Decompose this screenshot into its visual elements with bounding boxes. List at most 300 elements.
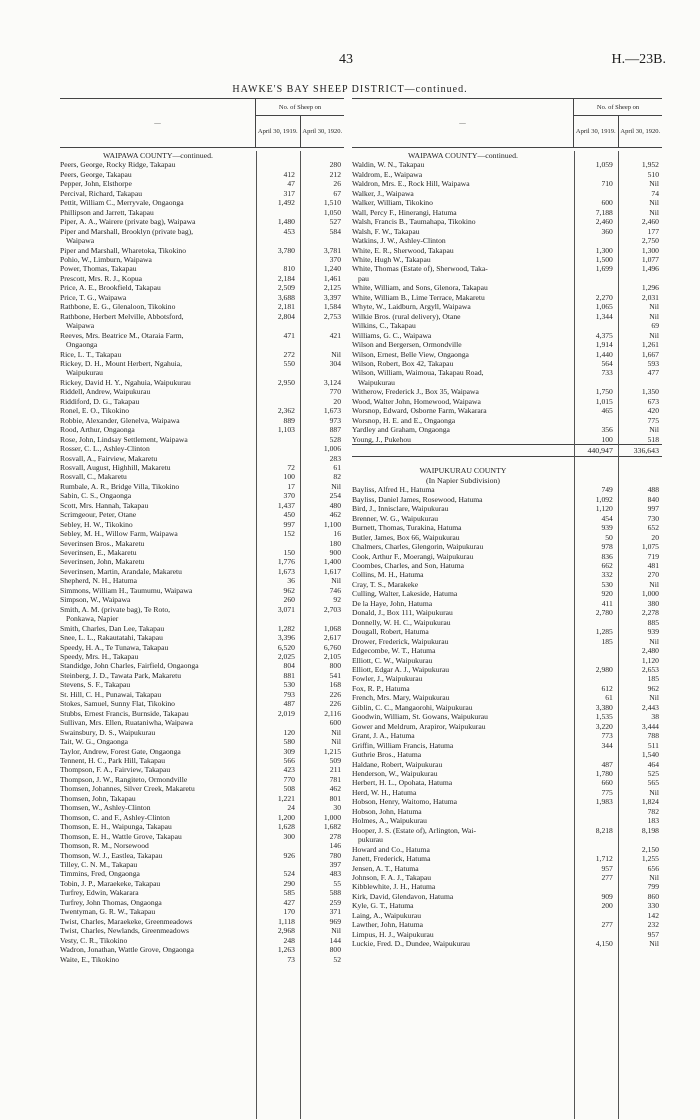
page-number: 43 <box>339 52 353 67</box>
sheep-count-1919: 2,184 <box>277 273 295 283</box>
owner-name: Severinsen, E., Makaretu <box>60 548 137 558</box>
table-row <box>60 557 344 566</box>
sheep-count-1920: 730 <box>647 513 659 523</box>
owner-name: Luckie, Fred. D., Dundee, Waipukurau <box>352 939 470 949</box>
table-row <box>60 425 344 434</box>
owner-name: Ponkawa, Napier <box>66 614 119 624</box>
table-row <box>60 576 344 585</box>
sheep-count-1919: 600 <box>601 198 613 208</box>
owner-name: Riddell, Andrew, Waipukurau <box>60 387 151 397</box>
owner-name: Culling, Walter, Lakeside, Hatuma <box>352 589 458 599</box>
sheep-count-1919: 2,362 <box>277 406 295 416</box>
owner-name: Severinsen Bros., Makaretu <box>60 538 145 548</box>
sheep-count-1919: 926 <box>283 850 295 860</box>
sheep-count-1920: 1,240 <box>323 264 342 274</box>
sheep-count-1920: 2,703 <box>323 604 342 614</box>
sheep-count-1920: 2,480 <box>641 646 659 656</box>
sheep-count-1920 <box>299 340 344 349</box>
sheep-count-1919: 612 <box>601 683 613 693</box>
owner-name: Simpson, W., Waipawa <box>60 595 131 605</box>
owner-name: Thomson, E. H., Waipunga, Takapau <box>60 822 172 832</box>
sheep-count-1920: 1,300 <box>641 245 659 255</box>
sheep-count-1919: 585 <box>283 888 295 898</box>
sheep-count-1920: 146 <box>329 841 342 851</box>
sheep-count-1919 <box>252 435 298 444</box>
sheep-count-1920: 370 <box>329 254 342 264</box>
sheep-count-1920: 2,753 <box>323 311 342 321</box>
sheep-count-1920: 565 <box>647 778 659 788</box>
sheep-count-1919: 836 <box>601 551 613 561</box>
table-row <box>60 595 344 604</box>
table-row <box>352 359 662 368</box>
sheep-count-1919: 2,181 <box>277 302 295 312</box>
table-row <box>352 703 662 712</box>
table-row <box>60 491 344 500</box>
owner-name: Brenner, W. G., Waipukurau <box>352 513 439 523</box>
sheep-count-1920: 962 <box>647 683 659 693</box>
owner-name: Cray, T. S., Marakeke <box>352 579 419 589</box>
owner-name: White, Hugh W., Takapau <box>352 254 431 264</box>
sheep-count-1919 <box>252 387 298 396</box>
sheep-count-1919: 152 <box>283 529 295 539</box>
sheep-count-1919: 580 <box>283 737 295 747</box>
table-row <box>352 797 662 806</box>
owner-name: Rosvall, C., Makaretu <box>60 472 127 482</box>
table-row <box>352 712 662 721</box>
owner-name: Dougall, Robert, Hatuma <box>352 627 429 637</box>
owner-name: Waldin, W. N., Takapau <box>352 160 425 170</box>
table-row <box>352 882 662 891</box>
sheep-count-1919: 487 <box>601 759 613 769</box>
table-row <box>352 170 662 179</box>
owner-name: Hooper, J. S. (Estate of), Arlington, Wai- <box>352 825 477 835</box>
table-row <box>60 841 344 850</box>
owner-name: Severinsen, Martin, Arandale, Makaretu <box>60 566 182 576</box>
sheep-count-1919: 793 <box>283 689 295 699</box>
sheep-count-1919: 889 <box>283 415 295 425</box>
year-1919-header: April 30, 1919. <box>256 116 301 147</box>
owner-name: Sabin, C. S., Ongaonga <box>60 491 132 501</box>
table-row <box>352 485 662 494</box>
sheep-count-1920: 593 <box>647 358 659 368</box>
table-row <box>352 750 662 759</box>
sheep-count-1919: 3,688 <box>277 292 295 302</box>
sheep-count-1920: 2,460 <box>641 217 659 227</box>
spacer <box>352 457 662 466</box>
table-row <box>60 359 344 368</box>
table-row <box>60 860 344 869</box>
sheep-count-1920: 1,824 <box>641 797 659 807</box>
sheep-count-1919: 120 <box>283 727 295 737</box>
sheep-count-1919: 290 <box>283 878 295 888</box>
sheep-count-1919: 749 <box>601 485 613 495</box>
owner-name: Henderson, W., Waipukurau <box>352 768 438 778</box>
owner-name: Thompson, J. W., Rangiteto, Ormondville <box>60 774 188 784</box>
table-row <box>352 321 662 330</box>
sheep-count-1920: 420 <box>647 406 659 416</box>
owner-name: Herbert, H. L., Opohata, Hatuma <box>352 778 453 788</box>
owner-name: Donald, J., Box 111, Waipukurau <box>352 608 453 618</box>
table-row <box>352 778 662 787</box>
sheep-count-1920: 1,461 <box>323 273 342 283</box>
owner-name: Snee, L. L., Rakautatahi, Takapau <box>60 633 163 643</box>
owner-name: Scrimgeour, Peter, Otane <box>60 510 137 520</box>
owner-name: Haldane, Robert, Waipukurau <box>352 759 443 769</box>
table-row <box>352 397 662 406</box>
owner-name: Giblin, C. C., Mangaorohi, Waipukurau <box>352 702 473 712</box>
owner-name: Janett, Frederick, Hatuma <box>352 854 431 864</box>
owner-name: Swainsbury, D. S., Waipukurau <box>60 727 156 737</box>
table-row <box>352 741 662 750</box>
sheep-count-1919: 2,019 <box>277 708 295 718</box>
owner-name: Gower and Meldrum, Arapiror, Waipukurau <box>352 721 486 731</box>
owner-name: White, Thomas (Estate of), Sherwood, Taka- <box>352 264 488 274</box>
owner-name: Wilson, William, Waimoua, Takapau Road, <box>352 368 484 378</box>
sheep-count-1920: 2,031 <box>641 292 659 302</box>
sheep-count-1920: 510 <box>647 169 659 179</box>
sheep-count-1920: 462 <box>329 510 342 520</box>
table-row <box>60 368 344 377</box>
table-row <box>60 633 344 642</box>
left-column <box>60 98 344 964</box>
sheep-count-1919: 4,150 <box>595 939 613 949</box>
sheep-count-1919: 427 <box>283 897 295 907</box>
sheep-count-1919 <box>571 835 616 844</box>
owner-name: Twist, Charles, Maraekeke, Greenmeadows <box>60 916 193 926</box>
sheep-count-header: No. of Sheep on <box>574 99 662 116</box>
sheep-count-1920: 775 <box>647 415 659 425</box>
owner-name: Thompson, F. A., Fairview, Takapau <box>60 765 171 775</box>
sheep-count-1920: 973 <box>329 415 342 425</box>
sheep-count-1920: 770 <box>329 387 342 397</box>
sheep-count-1920: 380 <box>647 598 659 608</box>
owner-name: Riddiford, D. G., Takapau <box>60 396 140 406</box>
sheep-count-1920: Nil <box>331 481 342 491</box>
sheep-count-1920: 61 <box>333 462 342 472</box>
sheep-count-1919: 530 <box>601 579 613 589</box>
sheep-count-1919: 2,804 <box>277 311 295 321</box>
sheep-count-1920: 183 <box>647 816 659 826</box>
sheep-count-1919: 1,344 <box>595 311 613 321</box>
sheep-count-1919: 423 <box>283 765 295 775</box>
sheep-count-1919 <box>570 321 616 330</box>
owner-name: Severinsen, John, Makaretu <box>60 557 145 567</box>
sheep-count-1920: 509 <box>329 756 342 765</box>
table-row <box>60 387 344 396</box>
sheep-count-1919: 170 <box>283 907 295 917</box>
owner-name: Fox, R. P., Hatuma <box>352 683 410 693</box>
table-row <box>352 542 662 551</box>
sheep-count-1919: 920 <box>601 589 613 599</box>
sheep-count-1920: 278 <box>329 831 342 841</box>
table-row <box>352 387 662 396</box>
owner-name: Wilson, Robert, Box 42, Takapau <box>352 358 454 368</box>
owner-name: Thomsen, John, Takapau <box>60 793 136 803</box>
sheep-count-1920: 144 <box>329 935 342 945</box>
sheep-count-1920: 69 <box>651 321 659 331</box>
sheep-count-1920: 2,105 <box>323 652 342 662</box>
table-row <box>60 652 344 661</box>
sheep-count-1919: 1,437 <box>277 500 295 510</box>
sheep-count-1919: 260 <box>283 595 295 605</box>
table-row <box>60 548 344 557</box>
left-table-body <box>60 151 344 964</box>
table-row <box>60 775 344 784</box>
sheep-count-1920: 528 <box>329 434 342 444</box>
sheep-count-1919 <box>254 340 299 349</box>
sheep-count-1920: 1,682 <box>323 822 342 832</box>
owner-name: Waldrom, E., Waipawa <box>352 169 423 179</box>
sheep-count-1920: 212 <box>329 169 342 179</box>
table-row <box>352 920 662 929</box>
sheep-count-1920: 254 <box>329 491 342 501</box>
sheep-count-1919: 1,300 <box>595 245 613 255</box>
table-row <box>60 227 344 236</box>
table-row <box>352 198 662 207</box>
owner-name: Kirk, David, Glendavon, Hatuma <box>352 891 454 901</box>
table-row <box>352 227 662 236</box>
sheep-count-1919: 939 <box>601 523 613 533</box>
sheep-count-1919: 909 <box>601 891 613 901</box>
owner-name: Ronel, E. O., Tikokino <box>60 406 129 416</box>
sheep-count-1919: 453 <box>283 226 295 236</box>
sheep-count-1919 <box>570 170 616 179</box>
table-row <box>352 406 662 415</box>
sheep-count-1919: 997 <box>283 519 295 529</box>
owner-name: pau <box>358 273 369 283</box>
sheep-count-1919: 530 <box>283 680 295 690</box>
sheep-count-1919: 1,103 <box>277 425 295 435</box>
owner-name: Steinberg, J. D., Tawata Park, Makaretu <box>60 670 182 680</box>
sheep-count-1919 <box>571 274 616 283</box>
left-table-header <box>60 98 344 148</box>
owner-name: Shepherd, N. H., Hatuma <box>60 576 137 586</box>
table-row <box>352 608 662 617</box>
sheep-count-1919: 317 <box>283 188 295 198</box>
sheep-count-1920: 232 <box>647 920 659 930</box>
owner-name: Walsh, Francis B., Taumahapa, Tikokino <box>352 217 476 227</box>
sheep-count-1920: 969 <box>329 916 342 926</box>
sheep-count-1920: 55 <box>333 878 342 888</box>
table-row <box>352 826 662 835</box>
table-row <box>60 397 344 406</box>
sheep-count-1919: 200 <box>601 901 613 911</box>
owner-name: Twentyman, G. R. W., Takapau <box>60 907 156 917</box>
sheep-count-1919: 17 <box>287 481 295 491</box>
sheep-count-1919 <box>570 911 616 920</box>
table-row <box>60 955 344 964</box>
sheep-count-1920: 226 <box>329 699 342 709</box>
sheep-count-1920: 16 <box>333 529 342 539</box>
sheep-count-1920: 656 <box>647 863 659 873</box>
table-row <box>352 665 662 674</box>
owner-name: Herd, W. H., Hatuma <box>352 787 417 797</box>
sheep-count-1919: 2,780 <box>595 608 613 618</box>
table-row <box>352 769 662 778</box>
sheep-count-1920: 1,261 <box>641 340 659 350</box>
sheep-count-1919: 3,780 <box>277 245 295 255</box>
sheep-count-1920: 480 <box>329 500 342 510</box>
owner-name: Wilson, Ernest, Belle View, Ongaonga <box>352 349 469 359</box>
sheep-count-1920: 997 <box>647 504 659 514</box>
sheep-count-1920: 511 <box>647 740 659 750</box>
sheep-count-1920: 584 <box>329 226 342 236</box>
owner-name: Rose, John, Lindsay Settlement, Waipawa <box>60 434 188 444</box>
sheep-count-1919: 804 <box>283 661 295 671</box>
owner-name: St. Hill, C. H., Punawai, Takapau <box>60 689 162 699</box>
table-row <box>352 589 662 598</box>
sheep-count-1919 <box>571 378 616 387</box>
owner-name: Price, T. G., Waipawa <box>60 292 127 302</box>
owner-name: Rumbale, A. R., Bridge Villa, Tikokino <box>60 481 180 491</box>
sheep-count-1919: 300 <box>283 831 295 841</box>
sheep-count-1920: Nil <box>331 349 342 359</box>
table-row <box>352 331 662 340</box>
sheep-count-1919: 370 <box>283 491 295 501</box>
sheep-count-1920: 746 <box>329 585 342 595</box>
sheep-count-1919: 1,285 <box>595 627 613 637</box>
owner-name: Thomson, C. and F., Ashley-Clinton <box>60 812 170 822</box>
sheep-count-1920: 957 <box>647 929 659 939</box>
sheep-count-1920: 177 <box>647 226 659 236</box>
table-row <box>60 822 344 831</box>
total-1920: 336,643 <box>633 446 659 456</box>
owner-name: Peers, George, Takapau <box>60 169 132 179</box>
sheep-count-1919 <box>252 718 298 727</box>
owner-name: Wilson and Bergersen, Ormondville <box>352 340 462 350</box>
sheep-count-1919: 454 <box>601 513 613 523</box>
table-row <box>60 302 344 311</box>
sheep-count-1919: 3,396 <box>277 633 295 643</box>
table-row <box>352 179 662 188</box>
sheep-count-1920: 477 <box>647 368 659 378</box>
sheep-count-1920: 211 <box>329 765 342 775</box>
owner-name: White, E. R., Sherwood, Takapau <box>352 245 454 255</box>
sheep-count-1919: 344 <box>601 740 613 750</box>
owner-name: Howard and Co., Hatuma <box>352 844 430 854</box>
sheep-count-1920: 1,667 <box>641 349 659 359</box>
table-row <box>60 435 344 444</box>
sheep-count-1920: 38 <box>651 712 659 722</box>
sheep-count-1920: 719 <box>647 551 659 561</box>
owner-name: Peers, George, Rocky Ridge, Takapau <box>60 160 176 170</box>
sheep-count-1920: 481 <box>647 561 659 571</box>
sheep-count-1919: 277 <box>601 872 613 882</box>
sheep-count-1919 <box>570 807 616 816</box>
sheep-count-1919 <box>570 674 616 683</box>
sheep-count-1920: 1,120 <box>641 655 659 665</box>
table-row <box>60 406 344 415</box>
sheep-count-1920: 518 <box>647 434 659 444</box>
sheep-count-1920: 26 <box>333 179 342 189</box>
owner-name: Smith, A. M. (private bag), Te Roto, <box>60 604 171 614</box>
sheep-count-1919: 2,460 <box>595 217 613 227</box>
owner-name: Witherow, Frederick J., Box 35, Waipawa <box>352 387 479 397</box>
owner-name: Coombes, Charles, and Son, Hatuma <box>352 561 464 571</box>
owner-name: Edgecombe, W. T., Hatuma <box>352 646 436 656</box>
sheep-count-1919: 487 <box>283 699 295 709</box>
owner-name: Fowler, J., Waipukurau <box>352 674 423 684</box>
table-row <box>352 646 662 655</box>
table-row <box>60 813 344 822</box>
sheep-count-1920: 1,075 <box>641 542 659 552</box>
owner-name: Pettit, William C., Merryvale, Ongaonga <box>60 198 184 208</box>
sheep-count-1920: 1,400 <box>323 557 342 567</box>
sheep-count-1920: 74 <box>651 188 659 198</box>
sheep-count-1919: 2,025 <box>277 652 295 662</box>
table-row <box>60 529 344 538</box>
table-row <box>352 570 662 579</box>
owner-name: Taylor, Andrew, Forest Gate, Ongaonga <box>60 746 181 756</box>
total-1919: 440,947 <box>587 446 613 456</box>
table-row <box>352 293 662 302</box>
sheep-count-1920: 1,952 <box>641 160 659 170</box>
table-row <box>60 160 344 169</box>
sheep-count-1920 <box>617 835 662 844</box>
table-row <box>352 788 662 797</box>
sheep-count-1919: 1,983 <box>595 797 613 807</box>
owner-name: Griffin, William Francis, Hatuma <box>352 740 454 750</box>
owner-name: Power, Thomas, Takapau <box>60 264 137 274</box>
table-row <box>352 854 662 863</box>
owner-name: Sullivan, Mrs. Ellen, Ruataniwha, Waipawa <box>60 718 193 728</box>
table-row <box>352 533 662 542</box>
table-row <box>352 693 662 702</box>
sheep-count-1920: 1,050 <box>323 207 342 217</box>
owner-name: Grant, J. A., Hatuma <box>352 731 415 741</box>
owner-name: Pepper, John, Elsthorpe <box>60 179 132 189</box>
table-row <box>352 274 662 283</box>
table-row <box>60 293 344 302</box>
sheep-count-1919: 962 <box>283 585 295 595</box>
table-row <box>60 614 344 623</box>
owner-name: De la Haye, John, Hatuma <box>352 598 433 608</box>
year-1919-header: April 30, 1919. <box>574 116 619 147</box>
table-row <box>352 283 662 292</box>
table-row <box>352 618 662 627</box>
sheep-count-1919 <box>570 882 616 891</box>
sheep-count-1919: 2,509 <box>277 283 295 293</box>
sheep-count-1919 <box>570 816 616 825</box>
sheep-count-1919: 775 <box>601 787 613 797</box>
sheep-count-1920: 397 <box>329 859 342 869</box>
sheep-count-1919: 47 <box>287 179 295 189</box>
sheep-count-1919: 1,015 <box>595 396 613 406</box>
owner-name: Rickey, David H. Y., Ngahuia, Waipukurau <box>60 377 191 387</box>
table-row <box>352 552 662 561</box>
sheep-count-1919: 100 <box>283 472 295 482</box>
sheep-count-1919 <box>252 208 298 217</box>
table-row <box>60 624 344 633</box>
table-row <box>60 680 344 689</box>
sheep-count-1919: 272 <box>283 349 295 359</box>
sheep-count-1919: 1,628 <box>277 822 295 832</box>
sheep-count-1919: 150 <box>283 548 295 558</box>
table-row <box>60 605 344 614</box>
sheep-count-1920 <box>299 236 344 245</box>
sheep-count-1919: 1,750 <box>595 387 613 397</box>
owner-name: Cook, Arthur F., Moerangi, Waipukurau <box>352 551 474 561</box>
sheep-count-1920: 20 <box>333 396 342 406</box>
sheep-count-1920 <box>617 274 662 283</box>
owner-name: Bayliss, Alfred H., Hatuma <box>352 485 435 495</box>
owner-name: Hobson, Henry, Waitomo, Hatuma <box>352 797 458 807</box>
table-row <box>60 340 344 349</box>
sheep-count-1920: 185 <box>647 674 659 684</box>
owner-name: Tennent, H. C., Park Hill, Takapau <box>60 756 166 765</box>
owner-name: Piper, A. A., Wairere (private bag), Waipawa <box>60 217 196 227</box>
owner-name: Johnson, F. A. J., Takapau <box>352 872 432 882</box>
